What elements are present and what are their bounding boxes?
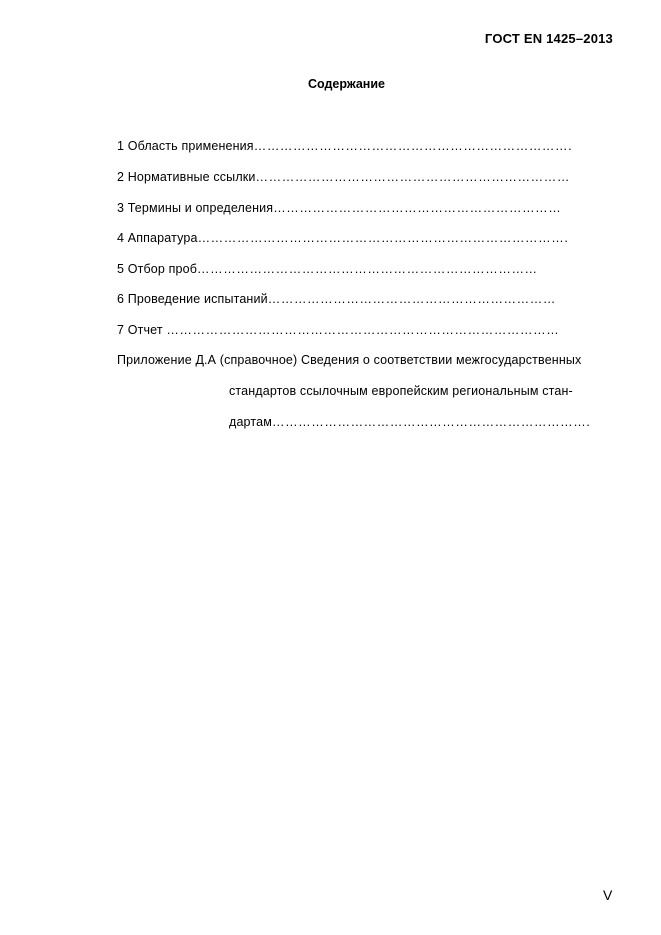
toc-leader-dots: ………………………………………………………………. [253,139,573,153]
toc-entry-normative-references[interactable] [117,170,570,184]
toc-leader-dots: …………………………………………………………………………. [197,231,569,245]
toc-leader-dots: ………………………………………………………… [267,292,556,306]
toc-entry-appendix-line-3[interactable] [229,415,590,429]
toc-entry-text: 1 Область применения [117,139,254,153]
toc-entry-report[interactable] [117,323,559,337]
toc-leader-dots: ……………………………………………………………… [255,170,570,184]
toc-entry-appendix-line-1[interactable]: Приложение Д.А (справочное) Сведения о соответствии межгосударственных [117,353,582,367]
toc-entry-text: 3 Термины и определения [117,201,274,215]
document-code: ГОСТ EN 1425–2013 [484,31,613,46]
toc-entry-scope[interactable] [117,139,572,153]
toc-entry-text: дартам [229,415,272,429]
toc-entry-testing[interactable] [117,292,556,306]
toc-entry-apparatus[interactable] [117,231,568,245]
toc-entry-text: 7 Отчет [117,323,167,337]
toc-entry-text: 6 Проведение испытаний [117,292,268,306]
toc-entry-sampling[interactable] [117,262,538,276]
toc-leader-dots: …………………………………………………………………… [197,262,538,276]
toc-leader-dots: ………………………………………………………………. [271,415,591,429]
toc-title: Содержание [307,77,385,91]
toc-entry-appendix-line-2[interactable]: стандартов ссылочным европейским региональным стан- [229,384,573,398]
toc-entry-text: 4 Аппаратура [117,231,198,245]
toc-leader-dots: ……………………………………………………………………………… [166,323,560,337]
toc-entry-text: 5 Отбор проб [117,262,198,276]
toc-entry-text: 2 Нормативные ссылки [117,170,256,184]
page-number: V [603,887,613,903]
toc-leader-dots: ………………………………………………………… [273,201,562,215]
toc-entry-terms-definitions[interactable] [117,201,561,215]
